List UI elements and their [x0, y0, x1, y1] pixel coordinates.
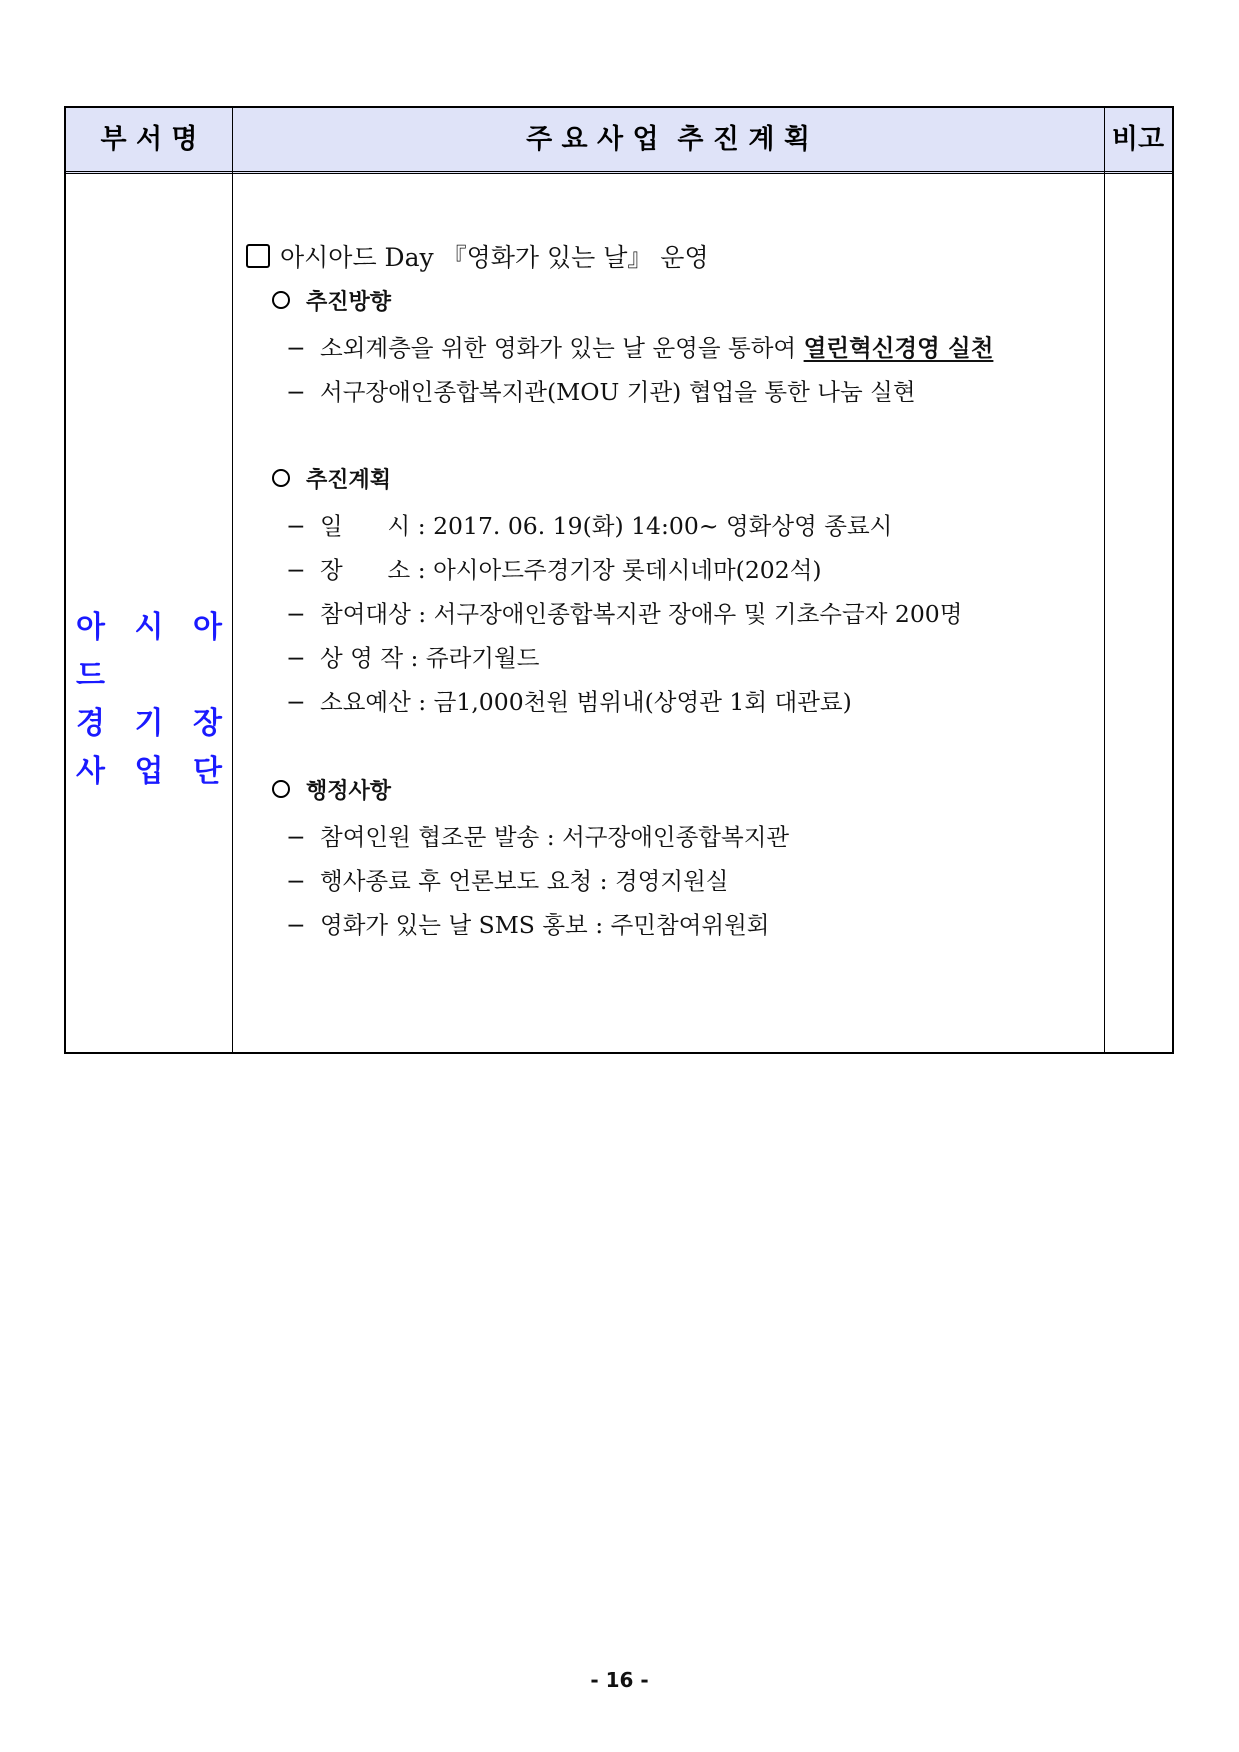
- list-item: − 소외계층을 위한 영화가 있는 날 운영을 통하여 열린혁신경영 실천: [286, 334, 994, 362]
- department-cell: [66, 174, 232, 1052]
- list-item: − 일 시 : 2017. 06. 19(화) 14:00~ 영화상영 종료시: [286, 512, 893, 540]
- department-line: 아 시 아 드: [76, 610, 222, 693]
- circle-bullet-icon: [272, 780, 290, 798]
- list-item: − 영화가 있는 날 SMS 홍보 : 주민참여위원회: [286, 911, 770, 939]
- dash-bullet: −: [286, 600, 306, 628]
- dash-bullet: −: [286, 911, 306, 939]
- dash-bullet: −: [286, 867, 306, 895]
- dash-bullet: −: [286, 823, 306, 851]
- plan-title: [246, 238, 709, 274]
- circle-bullet-icon: [272, 469, 290, 487]
- plan-title-text: 아시아드 Day 『영화가 있는 날』 운영: [280, 243, 709, 272]
- column-divider: [1104, 108, 1105, 1052]
- header-note: 비고: [1111, 124, 1165, 155]
- dash-bullet: −: [286, 556, 306, 584]
- circle-bullet-icon: [272, 291, 290, 309]
- department-name: [76, 604, 222, 796]
- list-item: − 소요예산 : 금1,000천원 범위내(상영관 1회 대관료): [286, 688, 852, 716]
- plan-content: [232, 174, 1104, 1052]
- dash-bullet: −: [286, 644, 306, 672]
- list-item: − 참여인원 협조문 발송 : 서구장애인종합복지관: [286, 823, 790, 851]
- header-plan: 주 요 사 업 추 진 계 획: [526, 124, 810, 155]
- section-heading: 추진방향: [272, 285, 391, 316]
- dash-bullet: −: [286, 378, 306, 406]
- list-item: − 참여대상 : 서구장애인종합복지관 장애우 및 기초수급자 200명: [286, 600, 963, 628]
- emphasis-text: 열린혁신경영 실천: [803, 334, 994, 362]
- page-number: - 16 -: [590, 1668, 649, 1692]
- dash-bullet: −: [286, 688, 306, 716]
- dash-bullet: −: [286, 334, 306, 362]
- department-line: 사 업 단: [76, 754, 222, 789]
- section-heading: 추진계획: [272, 463, 391, 494]
- list-item: − 상 영 작 : 쥬라기월드: [286, 644, 540, 672]
- list-item: − 행사종료 후 언론보도 요청 : 경영지원실: [286, 867, 729, 895]
- plan-table: [64, 106, 1174, 1054]
- dash-bullet: −: [286, 512, 306, 540]
- header-dept: 부 서 명: [100, 124, 198, 155]
- list-item: − 장 소 : 아시아드주경기장 롯데시네마(202석): [286, 556, 822, 584]
- department-line: 경 기 장: [76, 706, 222, 741]
- list-item: − 서구장애인종합복지관(MOU 기관) 협업을 통한 나눔 실현: [286, 378, 916, 406]
- checkbox-square-icon: [246, 244, 270, 268]
- section-heading: 행정사항: [272, 774, 391, 805]
